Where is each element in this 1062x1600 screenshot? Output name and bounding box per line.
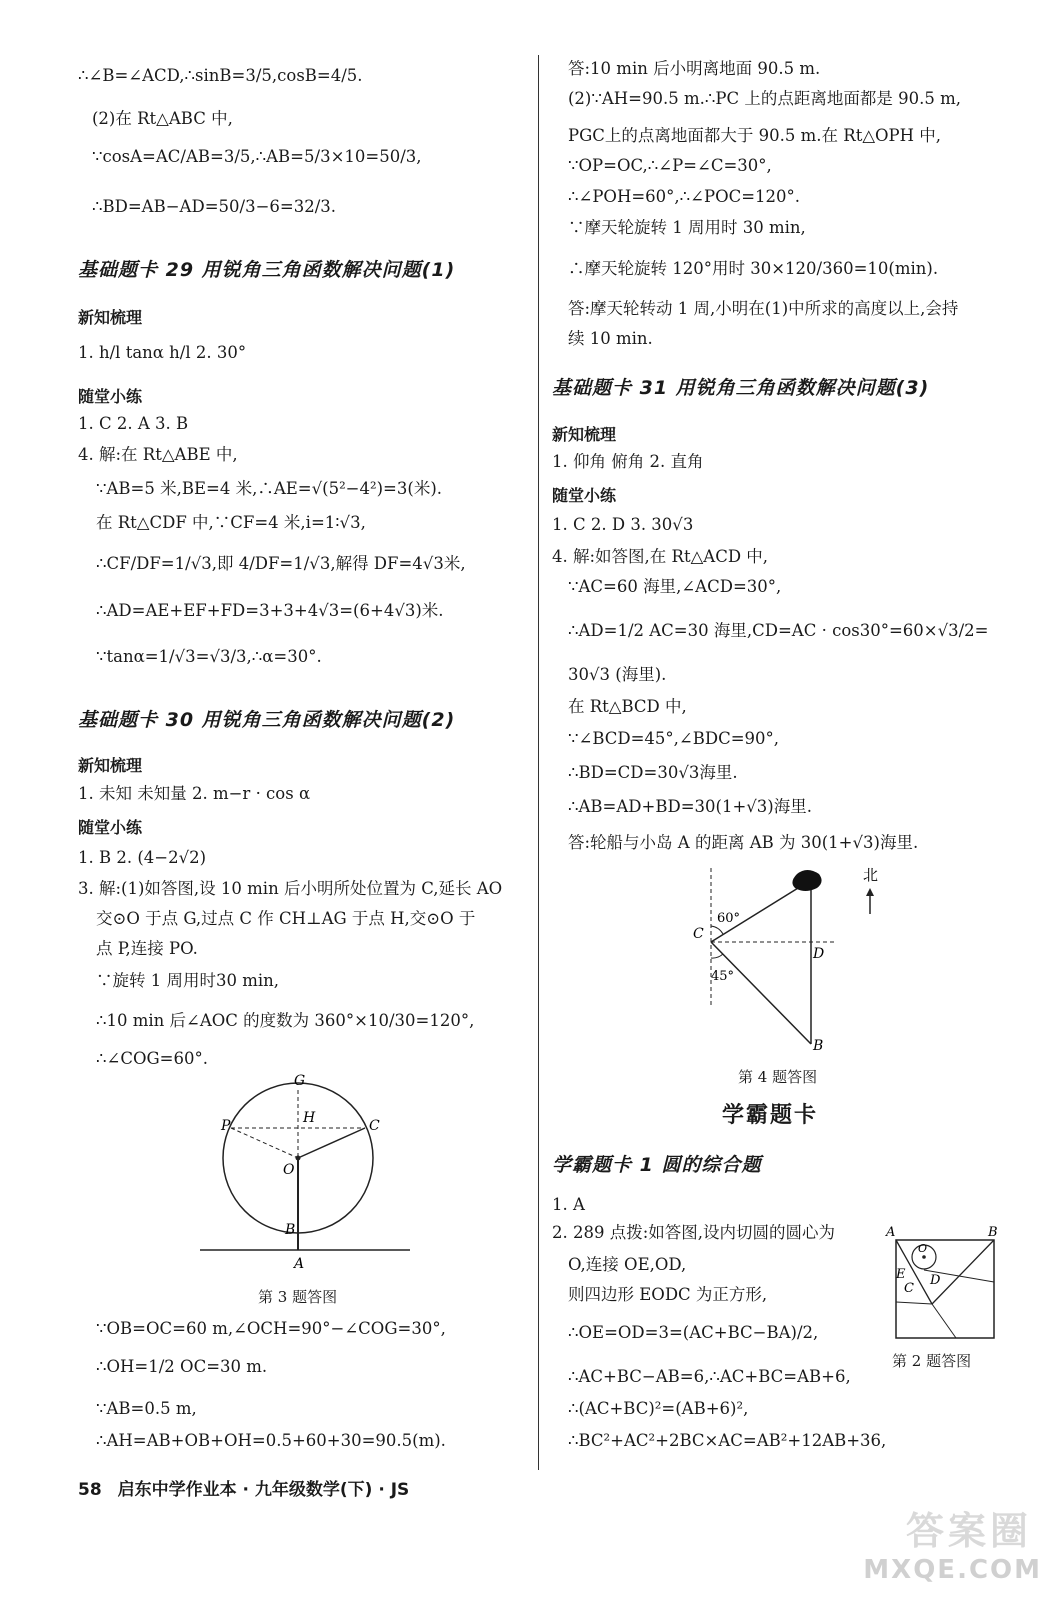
answer-line: 3. 解:(1)如答图,设 10 min 后小明所处位置为 C,延长 AO	[78, 879, 503, 898]
watermark-logo: 答案圈	[905, 1509, 1032, 1553]
answer-line: 30√3 (海里).	[568, 665, 667, 684]
answer-line: 1. 仰角 俯角 2. 直角	[552, 452, 704, 471]
subheading-xinzhi: 新知梳理	[552, 425, 617, 444]
label-A: A	[886, 1225, 896, 1240]
figure-4-bearing	[685, 858, 895, 1058]
figure-2-caption: 第 2 题答图	[892, 1352, 972, 1370]
answer-line: ∴AD=1/2 AC=30 海里,CD=AC · cos30°=60×√3/2=	[568, 621, 989, 640]
answer-line: 交⊙O 于点 G,过点 C 作 CH⊥AG 于点 H,交⊙O 于	[96, 909, 476, 928]
answer-line: ∵OB=OC=60 m,∠OCH=90°−∠COG=30°,	[96, 1319, 446, 1338]
subheading-suitang: 随堂小练	[552, 486, 617, 505]
answer-line: ∴AC+BC−AB=6,∴AC+BC=AB+6,	[568, 1367, 851, 1386]
answer-line: 4. 解:在 Rt△ABE 中,	[78, 445, 238, 464]
answer-line: 答:轮船与小岛 A 的距离 AB 为 30(1+√3)海里.	[568, 833, 919, 852]
label-A: A	[294, 1256, 305, 1272]
answer-line: ∴∠POH=60°,∴∠POC=120°.	[568, 187, 801, 206]
answer-line: ∵OP=OC,∴∠P=∠C=30°,	[568, 156, 772, 175]
label-C: C	[369, 1118, 380, 1134]
answer-line: ∴AB=AD+BD=30(1+√3)海里.	[568, 797, 812, 816]
answer-line: 1. C 2. A 3. B	[78, 414, 189, 433]
answer-line: O,连接 OE,OD,	[568, 1255, 687, 1274]
answer-line: 4. 解:如答图,在 Rt△ACD 中,	[552, 547, 769, 566]
page-footer	[78, 1475, 409, 1500]
answer-line: 答:10 min 后小明离地面 90.5 m.	[568, 59, 821, 78]
answer-line: ∵AB=5 米,BE=4 米,∴AE=√(5²−4²)=3(米).	[96, 479, 443, 498]
label-O: O	[918, 1242, 928, 1255]
answer-line: ∴∠B=∠ACD,∴sinB=3/5,cosB=4/5.	[78, 66, 363, 85]
answer-line: ∴AD=AE+EF+FD=3+3+4√3=(6+4√3)米.	[96, 601, 444, 620]
answer-line: ∵AC=60 海里,∠ACD=30°,	[568, 577, 782, 596]
subheading-xinzhi: 新知梳理	[78, 756, 143, 775]
answer-line: 点 P,连接 PO.	[96, 939, 198, 958]
answer-line: ∵AB=0.5 m,	[96, 1399, 197, 1418]
section-heading-31: 基础题卡 31 用锐角三角函数解决问题(3)	[552, 377, 930, 399]
answer-line: 1. A	[552, 1195, 585, 1214]
label-D: D	[930, 1273, 941, 1288]
answer-line: 2. 289 点拨:如答图,设内切圆的圆心为	[552, 1223, 836, 1242]
answer-line: 1. B 2. (4−2√2)	[78, 848, 207, 867]
answer-line: 答:摩天轮转动 1 周,小明在(1)中所求的高度以上,会持	[568, 299, 959, 318]
answer-line: ∴BC²+AC²+2BC×AC=AB²+12AB+36,	[568, 1431, 887, 1450]
subheading-suitang: 随堂小练	[78, 818, 143, 837]
label-H: H	[303, 1110, 316, 1126]
label-G: G	[294, 1073, 306, 1089]
answer-line: ∴(AC+BC)²=(AB+6)²,	[568, 1399, 749, 1418]
answer-line: ∵旋转 1 周用时30 min,	[96, 971, 280, 990]
label-B: B	[813, 1038, 824, 1054]
answer-line: 1. C 2. D 3. 30√3	[552, 515, 694, 534]
angle-60-label: 60°	[717, 911, 741, 926]
angle-45-label: 45°	[711, 969, 735, 984]
answer-line: ∴摩天轮旋转 120°用时 30×120/360=10(min).	[568, 259, 939, 278]
answer-line: ∴OE=OD=3=(AC+BC−BA)/2,	[568, 1323, 819, 1342]
answer-line: 在 Rt△CDF 中,∵CF=4 米,i=1∶√3,	[96, 513, 366, 532]
answer-line: ∴BD=CD=30√3海里.	[568, 763, 738, 782]
answer-line: ∴CF/DF=1/√3,即 4/DF=1/√3,解得 DF=4√3米,	[96, 554, 466, 573]
column-divider	[538, 55, 539, 1470]
answer-line: ∵摩天轮旋转 1 周用时 30 min,	[568, 218, 806, 237]
section-heading-xueba-1: 学霸题卡 1 圆的综合题	[552, 1154, 762, 1176]
label-C: C	[693, 926, 704, 942]
figure-2-square	[884, 1222, 1004, 1344]
answer-line: PGC上的点离地面都大于 90.5 m.在 Rt△OPH 中,	[568, 126, 942, 145]
answer-line: ∵cosA=AC/AB=3/5,∴AB=5/3×10=50/3,	[92, 147, 422, 166]
watermark-url: MXQE.COM	[863, 1555, 1042, 1585]
figure-3-circle	[195, 1070, 415, 1280]
figure-3-caption: 第 3 题答图	[258, 1288, 338, 1306]
answer-line: ∴AH=AB+OB+OH=0.5+60+30=90.5(m).	[96, 1431, 446, 1450]
label-B: B	[285, 1222, 296, 1238]
label-E: E	[896, 1267, 906, 1282]
book-title: 启东中学作业本 · 九年级数学(下) · JS	[117, 1480, 410, 1500]
label-C: C	[904, 1281, 914, 1296]
north-label: 北	[863, 866, 879, 884]
answer-line: 1. h/l tanα h/l 2. 30°	[78, 343, 247, 362]
island-icon	[792, 870, 821, 891]
label-B: B	[988, 1225, 998, 1240]
answer-line: ∴BD=AB−AD=50/3−6=32/3.	[92, 197, 337, 216]
answer-line: 在 Rt△BCD 中,	[568, 697, 687, 716]
answer-line: ∴10 min 后∠AOC 的度数为 360°×10/30=120°,	[96, 1011, 475, 1030]
subheading-suitang: 随堂小练	[78, 387, 143, 406]
label-D: D	[813, 946, 825, 962]
section-heading-30: 基础题卡 30 用锐角三角函数解决问题(2)	[78, 709, 456, 731]
answer-line: 续 10 min.	[568, 329, 653, 348]
figure-4-caption: 第 4 题答图	[738, 1068, 818, 1086]
answer-line: (2)在 Rt△ABC 中,	[92, 109, 233, 128]
answer-line: (2)∵AH=90.5 m.∴PC 上的点距离地面都是 90.5 m,	[568, 89, 961, 108]
answer-line: 1. 未知 未知量 2. m−r · cos α	[78, 784, 311, 803]
label-P: P	[221, 1118, 231, 1134]
subheading-xinzhi: 新知梳理	[78, 308, 143, 327]
page-number: 58	[78, 1480, 102, 1500]
answer-line: ∵tanα=1/√3=√3/3,∴α=30°.	[96, 647, 322, 666]
label-O: O	[283, 1162, 295, 1178]
xueba-title: 学霸题卡	[722, 1103, 819, 1128]
section-heading-29: 基础题卡 29 用锐角三角函数解决问题(1)	[78, 259, 456, 281]
answer-line: 则四边形 EODC 为正方形,	[568, 1285, 768, 1304]
answer-line: ∵∠BCD=45°,∠BDC=90°,	[568, 729, 780, 748]
answer-line: ∴∠COG=60°.	[96, 1049, 208, 1068]
answer-line: ∴OH=1/2 OC=30 m.	[96, 1357, 268, 1376]
